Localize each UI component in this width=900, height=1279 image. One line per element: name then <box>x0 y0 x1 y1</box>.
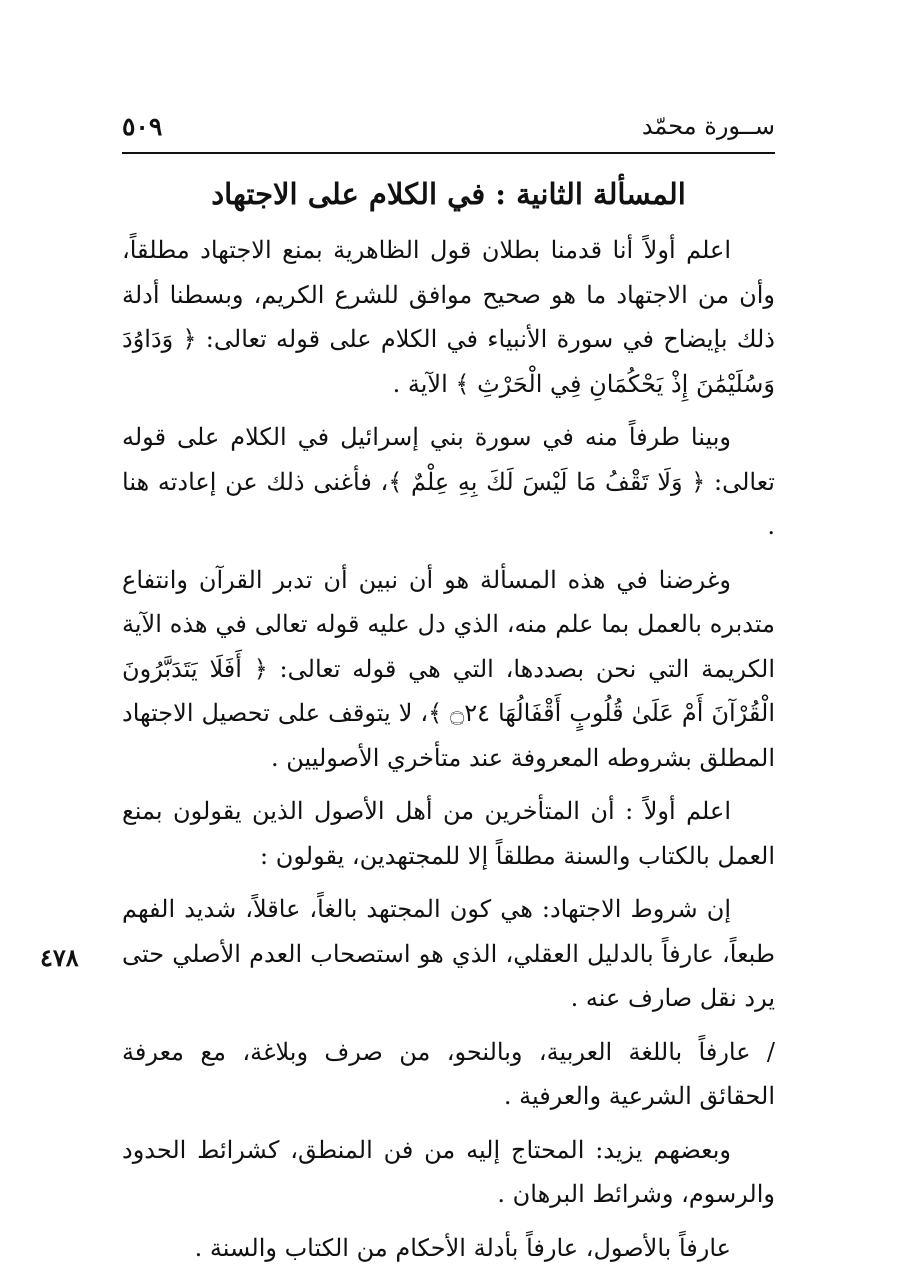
running-header <box>122 104 775 154</box>
quran-verse: ﴿ أَفَلَا يَتَدَبَّرُونَ الْقُرْآنَ أَمْ عَلَىٰ قُلُوبٍ أَقْفَالُهَا ۝٢٤ ﴾ <box>122 654 776 727</box>
quran-verse: ﴿ وَلَا تَقْفُ مَا لَيْسَ لَكَ بِهِ عِلْمٌ ﴾ <box>388 467 706 496</box>
paragraph-8: عارفاً بالأصول، عارفاً بأدلة الأحكام من الكتاب والسنة . <box>194 1233 731 1262</box>
paragraph-2: وبينا طرفاً منه في سورة بني إسرائيل في الكلام على قوله تعالى: ﴿ وَلَا تَقْفُ مَا لَيْسَ لَكَ بِهِ عِلْمٌ ﴾، فأغنى ذلك عن إعادته هنا . <box>122 423 775 540</box>
paragraph-1: اعلم أولاً أنا قدمنا بطلان قول الظاهرية بمنع الاجتهاد مطلقاً، وأن من الاجتهاد ما هو صحيح موافق للشرع الكريم، وبسطنا أدلة ذلك بإيضاح في سورة الأنبياء في الكلام على قوله تعالى: ﴿ وَدَاوُدَ وَسُلَيْمَٰنَ إِذْ يَحْكُمَانِ فِي الْحَرْثِ ﴾ الآية . <box>122 236 775 398</box>
paragraph-3: وغرضنا في هذه المسألة هو أن نبين أن تدبر القرآن وانتفاع متدبره بالعمل بما علم منه، الذي دل عليه قوله تعالى في هذه الآية الكريمة التي نحن بصددها، التي هي قوله تعالى: ﴿ أَفَلَا يَتَدَبَّرُونَ الْقُرْآنَ أَمْ عَلَىٰ قُلُوبٍ أَقْفَالُهَا ۝٢٤ ﴾، لا يتوقف على تحصيل الاجتهاد المطلق بشروطه المعروفة عند متأخري الأصوليين . <box>122 565 776 772</box>
quran-verse: ﴿ وَدَاوُدَ وَسُلَيْمَٰنَ إِذْ يَحْكُمَانِ فِي الْحَرْثِ ﴾ <box>122 325 775 398</box>
paragraph-6: / عارفاً باللغة العربية، وبالنحو، من صرف وبلاغة، مع معرفة الحقائق الشرعية والعرفية . <box>122 1037 775 1110</box>
body-text <box>122 228 775 1279</box>
surah-name: ســورة محمّد <box>641 112 775 140</box>
section-title: المسألة الثانية : في الكلام على الاجتهاد <box>211 177 686 211</box>
page-number: ٥٠٩ <box>122 112 163 141</box>
paragraph-7: وبعضهم يزيد: المحتاج إليه من فن المنطق، كشرائط الحدود والرسوم، وشرائط البرهان . <box>122 1135 775 1208</box>
paragraph-4: اعلم أولاً : أن المتأخرين من أهل الأصول الذين يقولون بمنع العمل بالكتاب والسنة مطلقاً إلا للمجتهدين، يقولون : <box>122 797 775 870</box>
paragraph-5: إن شروط الاجتهاد: هي كون المجتهد بالغاً، عاقلاً، شديد الفهم طبعاً، عارفاً بالدليل العقلي، الذي هو استصحاب العدم الأصلي حتى يرد نقل صارف عنه . <box>122 895 775 1012</box>
margin-page-number: ٤٧٨ <box>40 943 79 972</box>
